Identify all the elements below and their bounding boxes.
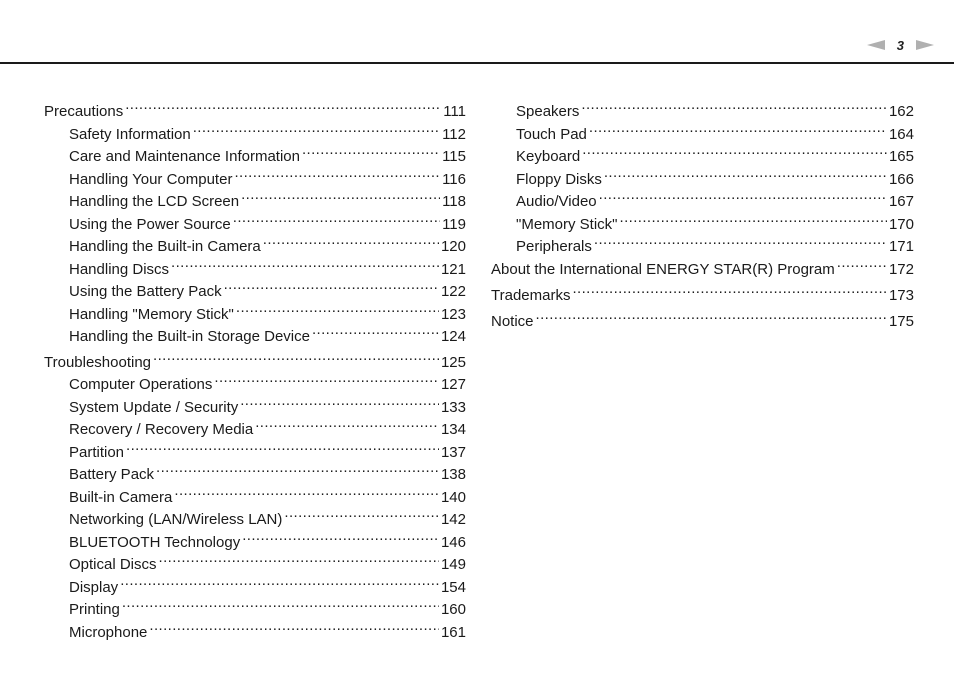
dot-leader — [263, 229, 439, 251]
toc-entry-label: Safety Information — [69, 125, 191, 143]
toc-entry-label: Handling the LCD Screen — [69, 193, 240, 210]
dot-leader — [234, 162, 440, 184]
toc-entry-label: Using the Power Source — [69, 215, 231, 233]
toc-entry-page-number: 118 — [442, 193, 466, 210]
triangle-left-arrow-icon[interactable] — [867, 40, 885, 50]
dot-leader — [236, 297, 439, 319]
dot-leader — [302, 139, 440, 161]
triangle-right-arrow-icon[interactable] — [916, 40, 934, 50]
toc-entry-page-number: 149 — [440, 556, 466, 573]
toc-entry-page-number: 133 — [440, 398, 466, 416]
toc-entry-label: Microphone — [69, 623, 148, 641]
dot-leader — [214, 367, 439, 389]
dot-leader — [581, 94, 887, 116]
toc-entry-page-number: 170 — [888, 215, 914, 233]
toc-entry-page-number: 137 — [440, 443, 466, 461]
toc-entry-label: Handling Discs — [69, 260, 170, 278]
toc-entry-label: Display — [69, 578, 119, 596]
toc-column-left — [44, 94, 466, 641]
toc-entry-page-number: 140 — [440, 488, 466, 506]
dot-leader — [620, 207, 887, 229]
page-header — [0, 0, 954, 64]
page-number: 3 — [896, 37, 904, 53]
toc-entry-label: Peripherals — [516, 238, 592, 255]
toc-entry-page-number: 111 — [443, 103, 466, 120]
toc-entry-page-number: 142 — [440, 511, 466, 528]
toc-entry-label: Partition — [69, 443, 125, 461]
toc-entry-section[interactable] — [491, 94, 914, 120]
toc-entry-label: Audio/Video — [516, 193, 597, 210]
toc-entry-label: Printing — [69, 601, 120, 618]
toc-entry-label: BLUETOOTH Technology — [69, 533, 241, 551]
toc-entry-label: Touch Pad — [516, 125, 587, 143]
toc-entry-page-number: 172 — [888, 260, 914, 278]
toc-entry-page-number: 161 — [440, 623, 466, 641]
toc-entry-page-number: 123 — [440, 305, 466, 323]
toc-entry-label: Handling the Built-in Camera — [69, 238, 261, 255]
dot-leader — [594, 229, 887, 251]
toc-entry-label: Handling "Memory Stick" — [69, 305, 234, 323]
page-navigation — [867, 36, 934, 54]
dot-leader — [126, 435, 439, 457]
toc-entry-page-number: 173 — [888, 286, 914, 304]
toc-entry-page-number: 120 — [440, 238, 466, 255]
dot-leader — [241, 184, 440, 206]
toc-entry-label: Keyboard — [516, 148, 581, 165]
toc-entry-page-number: 116 — [442, 170, 466, 188]
toc-column-right — [491, 94, 914, 330]
toc-entry-page-number: 165 — [888, 148, 914, 165]
toc-entry-page-number: 122 — [440, 283, 466, 300]
toc-entry-page-number: 119 — [442, 215, 466, 233]
toc-entry-label: Troubleshooting — [44, 353, 152, 371]
toc-entry-label: About the International ENERGY STAR(R) Program — [491, 260, 835, 278]
dot-leader — [604, 162, 887, 184]
dot-leader — [837, 252, 887, 274]
dot-leader — [284, 502, 439, 524]
toc-entry-page-number: 166 — [888, 170, 914, 188]
dot-leader — [536, 304, 887, 326]
toc-entry-chapter[interactable] — [44, 94, 466, 120]
toc-entry-label: Battery Pack — [69, 466, 155, 483]
toc-entry-label: Using the Battery Pack — [69, 283, 222, 300]
toc-entry-page-number: 124 — [440, 328, 466, 345]
toc-entry-page-number: 162 — [888, 103, 914, 120]
toc-entry-label: Handling Your Computer — [69, 170, 233, 188]
dot-leader — [193, 117, 440, 139]
toc-entry-label: Built-in Camera — [69, 488, 173, 506]
toc-entry-page-number: 171 — [888, 238, 914, 255]
dot-leader — [120, 570, 439, 592]
dot-leader — [599, 184, 887, 206]
toc-entry-page-number: 121 — [440, 260, 466, 278]
dot-leader — [156, 457, 439, 479]
dot-leader — [572, 278, 887, 300]
toc-entry-label: Computer Operations — [69, 376, 213, 393]
toc-entry-label: Floppy Disks — [516, 170, 602, 188]
dot-leader — [224, 274, 439, 296]
toc-entry-page-number: 125 — [440, 353, 466, 371]
dot-leader — [174, 480, 439, 502]
toc-entry-label: Notice — [491, 312, 534, 330]
dot-leader — [589, 117, 887, 139]
dot-leader — [122, 592, 439, 614]
toc-entry-page-number: 146 — [440, 533, 466, 551]
dot-leader — [242, 525, 439, 547]
toc-entry-label: Handling the Built-in Storage Device — [69, 328, 310, 345]
toc-entry-label: Precautions — [44, 103, 124, 120]
toc-entry-label: Optical Discs — [69, 556, 157, 573]
toc-entry-page-number: 115 — [442, 148, 466, 165]
toc-entry-label: Speakers — [516, 103, 580, 120]
toc-entry-page-number: 175 — [888, 312, 914, 330]
dot-leader — [240, 390, 439, 412]
toc-entry-page-number: 112 — [442, 125, 466, 143]
toc-entry-page-number: 134 — [440, 421, 466, 438]
dot-leader — [312, 319, 439, 341]
toc-entry-label: Recovery / Recovery Media — [69, 421, 254, 438]
toc-entry-chapter[interactable] — [491, 304, 914, 330]
dot-leader — [125, 94, 441, 116]
dot-leader — [171, 252, 439, 274]
toc-entry-page-number: 160 — [440, 601, 466, 618]
dot-leader — [149, 615, 439, 637]
toc-entry-page-number: 138 — [440, 466, 466, 483]
dot-leader — [582, 139, 887, 161]
toc-entry-label: Networking (LAN/Wireless LAN) — [69, 511, 283, 528]
toc-entry-page-number: 167 — [888, 193, 914, 210]
dot-leader — [233, 207, 440, 229]
toc-entry-page-number: 154 — [440, 578, 466, 596]
toc-entry-page-number: 127 — [440, 376, 466, 393]
toc-entry-page-number: 164 — [888, 125, 914, 143]
toc-entry-label: "Memory Stick" — [516, 215, 618, 233]
dot-leader — [153, 345, 439, 367]
toc-entry-label: Care and Maintenance Information — [69, 148, 300, 165]
dot-leader — [255, 412, 439, 434]
toc-entry-label: Trademarks — [491, 286, 571, 304]
toc-entry-label: System Update / Security — [69, 398, 239, 416]
dot-leader — [159, 547, 439, 569]
